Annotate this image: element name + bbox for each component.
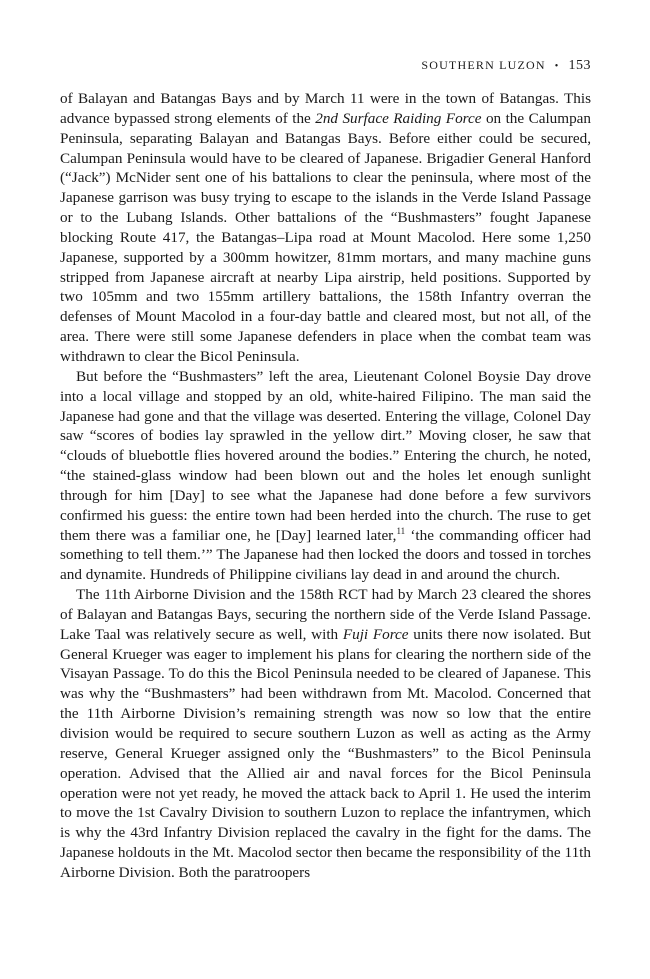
running-title: SOUTHERN LUZON	[421, 58, 546, 72]
paragraph-1	[60, 89, 591, 367]
italic-text: 2nd Surface Raiding Force	[315, 109, 482, 127]
paragraph-2	[60, 367, 591, 585]
header-separator: •	[554, 61, 560, 72]
running-head	[421, 58, 591, 74]
italic-text: Fuji Force	[342, 625, 409, 643]
body-text	[60, 89, 591, 883]
text-run: on the Calumpan Peninsula, separating Balayan and Batangas Bays. Before either could be secured, Calumpan Peninsula would have to be cleared of Japanese. Brigadier General Hanford (“Jack”) McNider sent one of his battalions to clear the peninsula, where most of the Japanese garrison was busy trying to escape to the islands in the Verde Island Passage or to the Lubang Islands. Other battalions of the “Bushmasters” fought Japanese blocking Route 417, the Batangas–Lipa road at Mount Macolod. Here some 1,250 Japanese, supported by a 300mm howitzer, 81mm mortars, and many machine guns stripped from Japanese aircraft at nearby Lipa airstrip, held positions. Supported by two 105mm and two 155mm artillery battalions, the 158th Infantry overran the defenses of Mount Macolod in a four-day battle and cleared most, but not all, of the area. There were still some Japanese defenders in place when the combat team was withdrawn to clear the Bicol Peninsula.	[60, 109, 592, 365]
page-number: 153	[568, 58, 591, 73]
paragraph-3	[60, 585, 591, 883]
text-run: units there now isolated. But General Krueger was eager to implement his plans for clearing the northern side of the Visayan Passage. To do this the Bicol Peninsula needed to be cleared of Japanese. This was why the “Bushmasters” had been withdrawn from Mt. Macolod. Concerned that the 11th Airborne Division’s remaining strength was now so low that the entire division would be required to secure southern Luzon as well as acting as the Army reserve, General Krueger assigned only the “Bushmasters” to the Bicol Peninsula operation. Advised that the Allied air and naval forces for the Bicol Peninsula operation were not yet ready, he moved the attack back to April 1. He used the interim to move the 1st Cavalry Division to southern Luzon to replace the infantrymen, which is why the 43rd Infantry Division replaced the cavalry in the fight for the dams. The Japanese holdouts in the Mt. Macolod sector then became the responsibility of the 11th Airborne Division. Both the paratroopers	[60, 625, 592, 881]
text-run: of Balayan and Batangas Bays and by March 11 were in the town of Batangas. This advance bypassed strong elements of the	[60, 90, 591, 127]
text-run: But before the “Bushmasters” left the area, Lieutenant Colonel Boysie Day drove into a local village and stopped by an old, white-haired Filipino. The man said the Japanese had gone and that the village was deserted. Entering the village, Colonel Day saw “scores of bodies lay sprawled in the yellow dirt.” Moving closer, he saw that “clouds of bluebottle flies hovered around the bodies.” Entering the church, he noted, “the stained-glass window had been blown out and the holes let enough sunlight through for him [Day] to see what the Japanese had done before a few survivors confirmed his guess: the entire town had been herded into the church. The ruse to get them there was a familiar one, he [Day] learned later,	[60, 367, 591, 544]
text-run: ‘the commanding officer had something to tell them.’” The Japanese had then locked the doors and tossed in torches and dynamite. Hundreds of Philippine civilians lay dead in and around the church.	[60, 526, 592, 584]
text-run: The 11th Airborne Division and the 158th RCT had by March 23 cleared the shores of Balayan and Batangas Bays, securing the northern side of the Verde Island Passage. Lake Taal was relatively secure as well, with	[60, 586, 591, 643]
footnote-ref: 11	[396, 525, 406, 536]
